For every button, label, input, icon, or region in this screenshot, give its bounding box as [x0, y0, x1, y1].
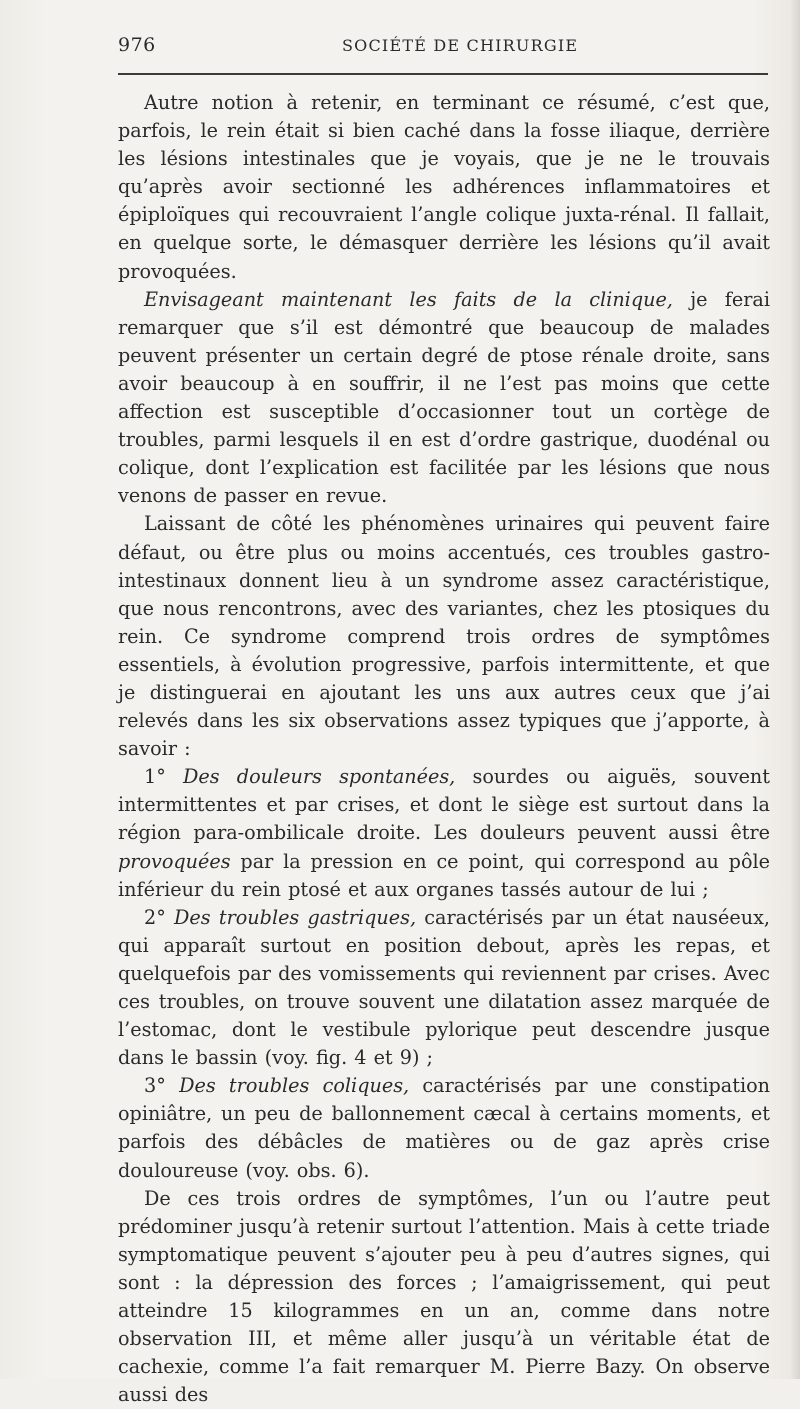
italic-lead: Envisageant maintenant les faits de la clinique,: [144, 287, 673, 311]
paragraph-1: [118, 89, 770, 286]
paragraph-text: par la pression en ce point, qui correspond au pôle inférieur du rein ptosé et aux organes tassés autour de lui ;: [118, 849, 770, 901]
paragraph-text: De ces trois ordres de symptômes, l’un ou l’autre peut prédominer jusqu’à retenir surtout l’attention. Mais à cette triade symptomatique peuvent s’ajouter peu à peu d’autres signes, qui sont : la dépression des forces ; l’amaigrissement, qui peut atteindre 15 kilogrammes en un an, comme dans notre observation III, et même aller jusqu’à un véritable état de cachexie, comme l’a fait remarquer M. Pierre Bazy. On observe aussi des: [118, 1186, 770, 1407]
paragraph-3: [118, 510, 770, 763]
list-number: 3°: [144, 1074, 180, 1098]
list-item-2: [118, 904, 770, 1073]
page-number: 976: [118, 34, 156, 56]
list-number: 2°: [144, 905, 175, 929]
list-item-3: [118, 1072, 770, 1184]
italic-lead: Des douleurs spontanées,: [183, 765, 456, 789]
body-text: [118, 89, 770, 1409]
page-header: [118, 34, 768, 60]
italic-lead: Des troubles coliques,: [179, 1074, 410, 1098]
running-head: SOCIÉTÉ DE CHIRURGIE: [342, 36, 579, 55]
paragraph-text: je ferai remarquer que s’il est démontré que beaucoup de malades peuvent présenter un certain degré de ptose rénale droite, sans avoir beaucoup à en souffrir, il ne l’est pas moins que cette affection est susceptible d’occasionner tout un cortège de troubles, parmi lesquels il en est d’ordre gastrique, duodénal ou colique, dont l’explication est facilitée par les lésions que nous venons de passer en revue.: [118, 287, 770, 508]
list-item-1: [118, 763, 770, 903]
paragraph-text: sourdes ou aiguës, souvent intermittentes et par crises, et dont le siège est surtout dans la région para-ombilicale droite. Les douleurs peuvent aussi être: [118, 765, 770, 845]
header-rule: [118, 73, 768, 75]
paragraph-2: [118, 286, 770, 511]
paragraph-text: Laissant de côté les phénomènes urinaires qui peuvent faire défaut, ou être plus ou moins accentués, ces troubles gastro-intestinaux donnent lieu à un syndrome assez caractéristique, que nous rencontrons, avec des variantes, chez les ptosiques du rein. Ce syndrome comprend trois ordres de symptômes essentiels, à évolution progressive, parfois intermittente, et que je distinguerai en ajoutant les uns aux autres ceux que j’ai relevés dans les six observations assez typiques que j’apporte, à savoir :: [118, 512, 770, 761]
paragraph-text: caractérisés par un état nauséeux, qui apparaît surtout en position debout, après les repas, et quelquefois par des vomissements qui reviennent par crises. Avec ces troubles, on trouve souvent une dilatation assez marquée de l’estomac, dont le vestibule pylorique peut descendre jusque dans le bassin (voy. fig. 4 et 9) ;: [118, 905, 770, 1070]
paragraph-text: caractérisés par une constipation opiniâtre, un peu de ballonnement cæcal à certains moments, et parfois des débâcles de matières ou de gaz après crise douloureuse (voy. obs. 6).: [118, 1074, 770, 1182]
italic-lead: Des troubles gastriques,: [174, 905, 417, 929]
italic-term: provoquées: [118, 849, 231, 873]
paragraph-4: [118, 1185, 770, 1409]
list-number: 1°: [144, 765, 184, 789]
paragraph-text: Autre notion à retenir, en terminant ce résumé, c’est que, parfois, le rein était si bien caché dans la fosse iliaque, derrière les lésions intestinales que je voyais, que je ne le trouvais qu’après avoir sectionné les adhérences inflammatoires et épiploïques qui recouvraient l’angle colique juxta-rénal. Il fallait, en quelque sorte, le démasquer derrière les lésions qu’il avait provoquées.: [118, 91, 770, 283]
page-edge-shadow: [790, 0, 800, 1379]
